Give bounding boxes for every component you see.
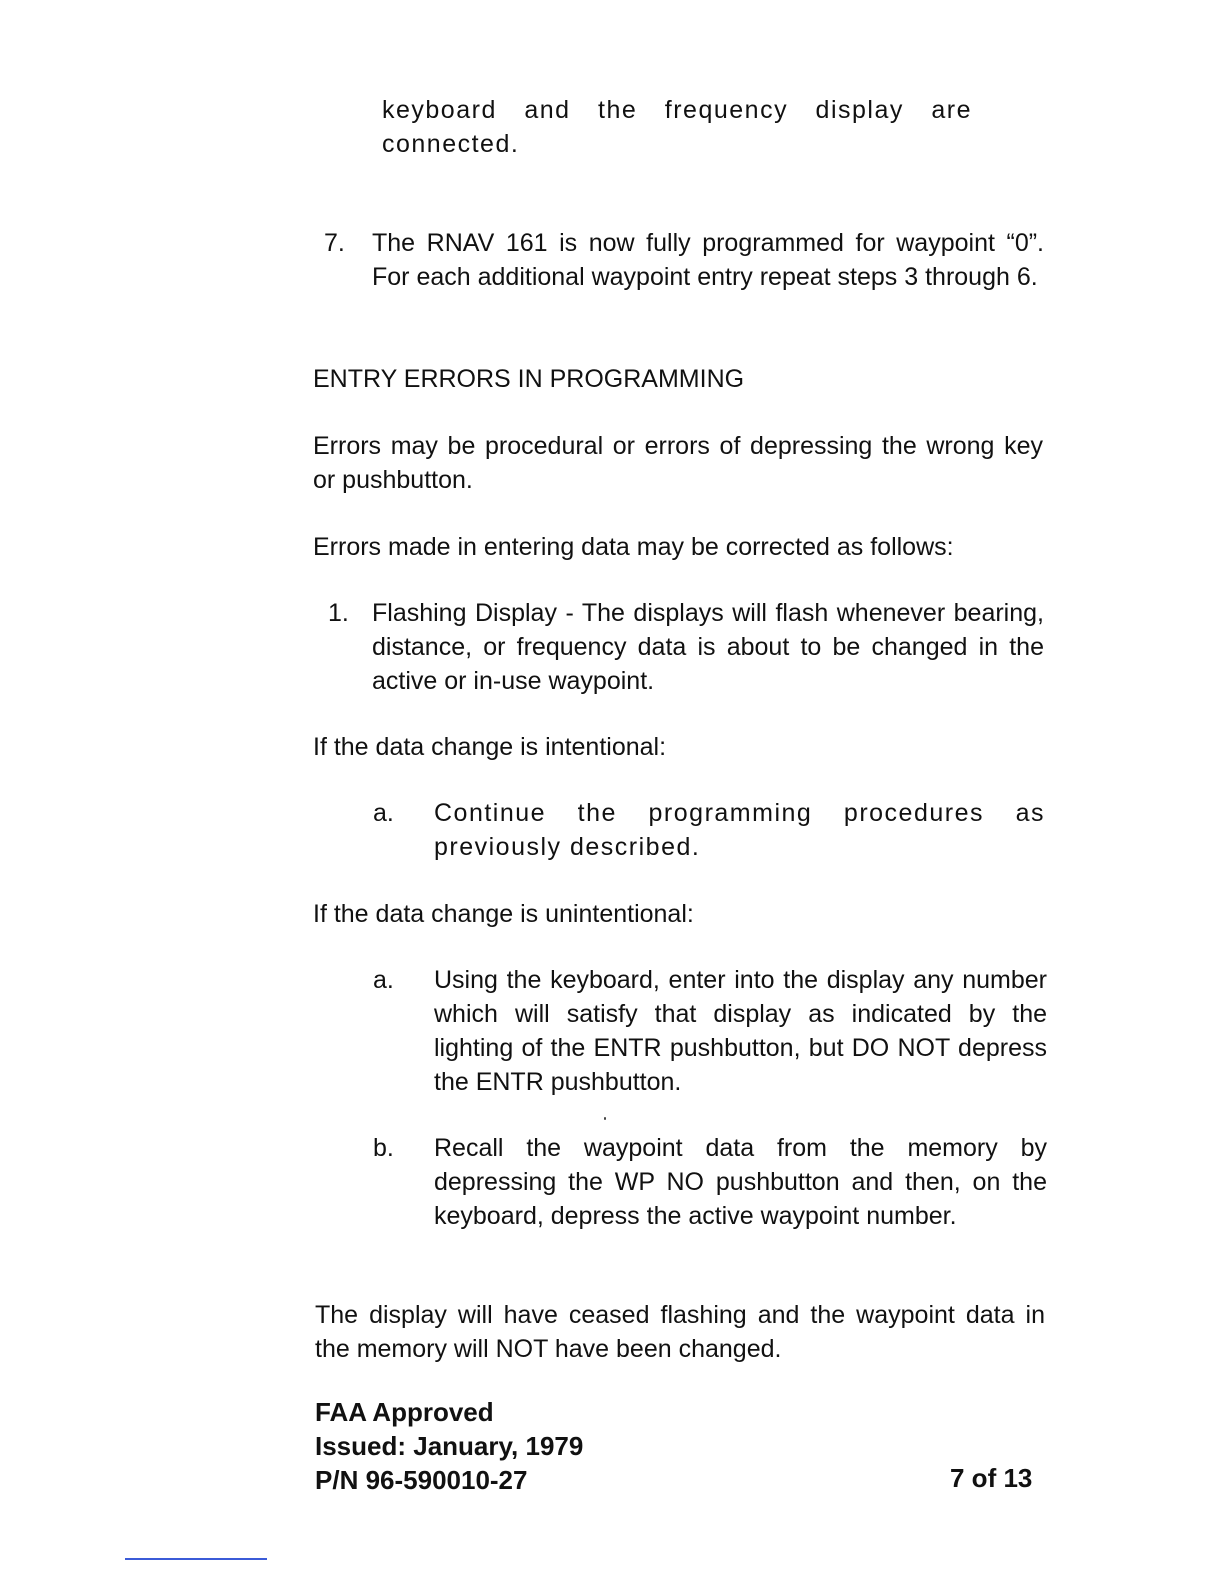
intentional-item-a xyxy=(373,796,1045,864)
item-1-marker: 1. xyxy=(328,599,349,627)
unintentional-item-a-marker: a. xyxy=(373,966,394,994)
unintentional-item-a-text: Using the keyboard, enter into the display any number which will satisfy that display as indicated by the lighting of the ENTR pushbutton, but DO NOT depress the ENTR pushbutton. xyxy=(434,966,1047,1096)
page-number: 7 of 13 xyxy=(950,1463,1033,1493)
step-7-marker: 7. xyxy=(324,229,345,257)
unintentional-item-b xyxy=(373,1131,1047,1233)
intentional-item-a-marker: a. xyxy=(373,799,394,827)
scan-edge-rule xyxy=(125,1558,267,1560)
issue-date: Issued: January, 1979 xyxy=(315,1431,584,1461)
unintentional-item-a xyxy=(373,963,1047,1099)
correction-intro: Errors made in entering data may be corrected as follows: xyxy=(313,533,954,561)
step-7-text: The RNAV 161 is now fully programmed for waypoint “0”. For each additional waypoint entry repeat steps 3 through 6. xyxy=(372,229,1044,291)
intentional-label: If the data change is intentional: xyxy=(313,733,667,761)
step-7 xyxy=(324,226,1044,294)
unintentional-item-b-marker: b. xyxy=(373,1134,394,1162)
intro-paragraph: Errors may be procedural or errors of depressing the wrong key or pushbutton. xyxy=(313,432,1043,494)
scan-speck xyxy=(604,1117,606,1120)
unintentional-item-b-text: Recall the waypoint data from the memory by depressing the WP NO pushbutton and then, on the keyboard, depress the active waypoint number. xyxy=(434,1134,1047,1230)
intentional-item-a-text: Continue the programming procedures as previously described. xyxy=(434,799,1045,861)
section-heading: ENTRY ERRORS IN PROGRAMMING xyxy=(313,365,745,393)
faa-approval: FAA Approved xyxy=(315,1397,494,1427)
closing-paragraph: The display will have ceased flashing and the waypoint data in the memory will NOT have been changed. xyxy=(315,1301,1045,1363)
document-footer xyxy=(315,1395,583,1497)
continued-paragraph: keyboard and the frequency display are connected. xyxy=(382,96,972,158)
item-1 xyxy=(328,596,1044,698)
unintentional-label: If the data change is unintentional: xyxy=(313,900,694,928)
part-number: P/N 96-590010-27 xyxy=(315,1465,528,1495)
item-1-text: Flashing Display - The displays will flash whenever bearing, distance, or frequency data is about to be changed in the active or in-use waypoint. xyxy=(372,599,1044,695)
